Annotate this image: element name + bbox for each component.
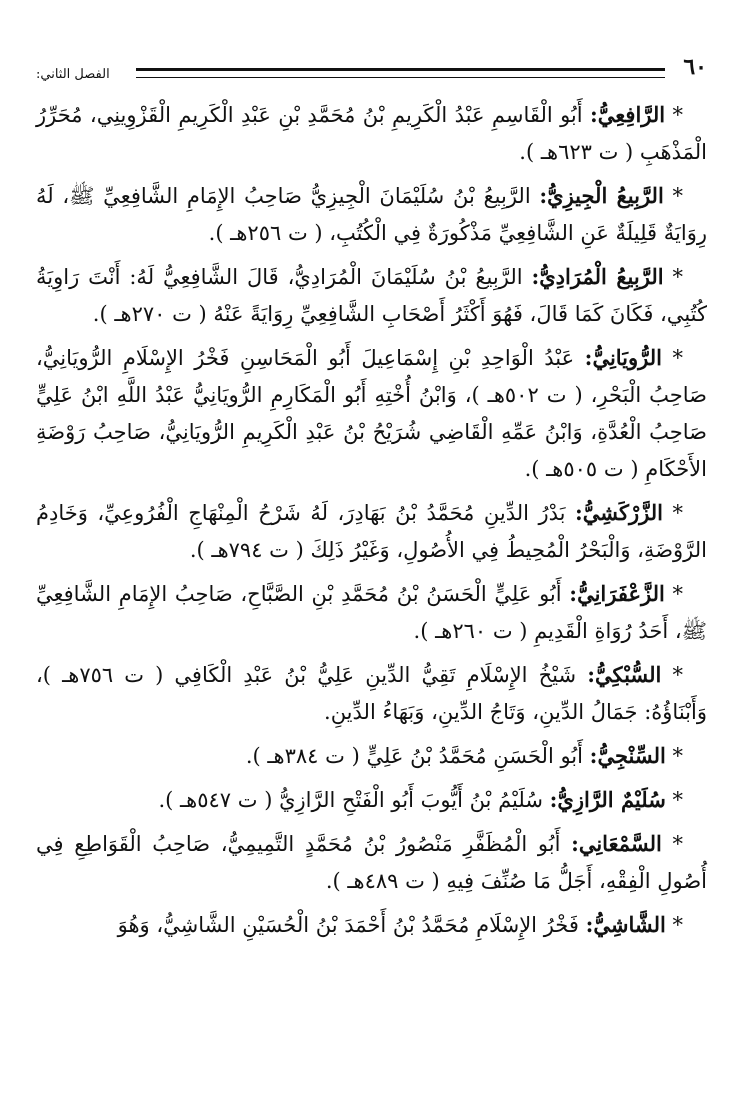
entry-sinji [36,737,707,775]
entry-separator: : [584,345,593,370]
entry-star: * [672,913,683,937]
entry-name: السَّمْعَانِي [578,831,662,856]
entry-text: أَبُو الْقَاسِمِ عَبْدُ الْكَرِيمِ بْنُ مُحَمَّدِ بْنِ عَبْدِ الْكَرِيمِ الْقَزْوِينِي، مُحَرِّرُ الْمَذْهَبِ ( ت ٦٢٣هـ ). [36,103,707,164]
entry-separator: : [571,831,579,856]
entry-separator: : [575,500,583,525]
entry-star: * [672,184,683,208]
entry-text: أَبُو الْحَسَنِ مُحَمَّدُ بْنُ عَلِيٍّ ( ت ٣٨٤هـ ). [245,744,583,768]
entry-text: سُلَيْمُ بْنُ أَيُّوبَ أَبُو الْفَتْحِ الرَّازِيُّ ( ت ٥٤٧هـ ). [158,788,543,812]
entry-separator: : [587,662,595,687]
page-body [36,96,707,950]
entry-star: * [672,663,683,687]
entry-name: السِّنْجِيُّ [597,743,666,768]
entry-separator: : [569,581,578,606]
section-title: الفصل الثاني: [36,67,110,82]
entry-rafii [36,96,707,171]
entry-star: * [672,103,683,127]
entry-separator: : [531,264,540,289]
entry-text: الرَّبِيعُ بْنُ سُلَيْمَانَ الْمُرَادِيُّ، قَالَ الشَّافِعِيُّ لَهُ: أَنْتَ رَاوِيَةُ كُتُبِي، فَكَانَ كَمَا قَالَ، فَهُوَ أَكْثَرُ أَصْحَابِ الشَّافِعِيِّ رِوَايَةً عَنْهُ ( ت ٢٧٠هـ ). [36,265,707,326]
entry-zafarani [36,575,707,650]
entry-text: عَبْدُ الْوَاحِدِ بْنِ إِسْمَاعِيلَ أَبُو الْمَحَاسِنِ فَخْرُ الإِسْلَامِ الرُّويَانِيُّ، صَاحِبُ الْبَحْرِ، ( ت ٥٠٢هـ )، وَابْنُ أُخْتِهِ أَبُو الْمَكَارِمِ الرُّويَانِيُّ عَبْدُ اللَّهِ ابْنُ عَلِيٍّ صَاحِبُ الْعُدَّةِ، وَابْنُ عَمِّهِ الْقَاضِي شُرَيْحُ بْنُ عَبْدِ الْكَرِيمِ الرُّويَانِيُّ، صَاحِبُ رَوْضَةِ الأَحْكَامِ ( ت ٥٠٥هـ ). [36,346,707,481]
page-number: ٦٠ [683,54,707,80]
entry-ruyani [36,339,707,488]
entry-text: الرَّبِيعُ بْنُ سُلَيْمَانَ الْجِيزِيُّ صَاحِبُ الإِمَامِ الشَّافِعِيِّ ﷺ، لَهُ رِوَايَةٌ قَلِيلَةٌ عَنِ الشَّافِعِيِّ مَذْكُورَةٌ فِي الْكُتُبِ، ( ت ٢٥٦هـ ). [36,184,707,245]
entry-rabi-jizi [36,177,707,252]
entry-name: السُّبْكِيُّ [594,662,662,687]
entry-star: * [672,346,683,370]
entry-separator: : [549,787,558,812]
header-rule [136,68,665,78]
entry-name: الزَّرْكَشِيُّ [582,500,663,525]
entry-star: * [672,265,683,289]
entry-separator: : [590,102,598,127]
entry-shashi [36,906,707,944]
entry-zarkashi [36,494,707,569]
entry-text: شَيْخُ الإِسْلَامِ تَقِيُّ الدِّينِ عَلِيُّ بْنُ عَبْدِ الْكَافِي ( ت ٧٥٦هـ )، وَأَبْنَاؤُهُ: جَمَالُ الدِّينِ، وَتَاجُ الدِّينِ، وَبَهَاءُ الدِّينِ. [36,663,707,724]
entry-rabi-muradi [36,258,707,333]
entry-name: الرَّبِيعُ الْمُرَادِيُّ [539,264,664,289]
entry-text: أَبُو عَلِيٍّ الْحَسَنُ بْنُ مُحَمَّدِ بْنِ الصَّبَّاحِ، صَاحِبُ الإِمَامِ الشَّافِعِيِّ ﷺ، أَحَدُ رُوَاةِ الْقَدِيمِ ( ت ٢٦٠هـ ). [36,582,707,643]
entry-star: * [672,832,683,856]
entry-star: * [672,788,683,812]
entry-star: * [672,501,683,525]
entry-text: أَبُو الْمُظَفَّرِ مَنْصُورُ بْنُ مُحَمَّدٍ التَّمِيمِيُّ، صَاحِبُ الْقَوَاطِعِ فِي أُصُولِ الْفِقْهِ، أَجَلُّ مَا صُنِّفَ فِيهِ ( ت ٤٨٩هـ ). [36,832,707,893]
entry-name: سُلَيْمٌ الرَّازِيُّ [557,787,666,812]
entry-separator: : [539,183,548,208]
page-header [36,54,707,88]
entry-name: الشَّاشِيُّ [593,912,666,937]
entry-text: بَدْرُ الدِّينِ مُحَمَّدُ بْنُ بَهَادِرَ، لَهُ شَرْحُ الْمِنْهَاجِ الْفُرُوعِيِّ، وَخَادِمُ الرَّوْضَةِ، وَالْبَحْرُ الْمُحِيطُ فِي الأُصُولِ، وَغَيْرُ ذَلِكَ ( ت ٧٩٤هـ ). [36,501,707,562]
entry-sulaym-razi [36,781,707,819]
entry-separator: : [585,912,594,937]
entry-name: الرَّبِيعُ الْجِيزِيُّ [547,183,664,208]
entry-separator: : [589,743,598,768]
entry-samani [36,825,707,900]
entry-star: * [672,582,683,606]
entry-star: * [672,744,683,768]
entry-name: الرَّافِعِيُّ [597,102,666,127]
entry-subki [36,656,707,731]
entry-text: فَخْرُ الإِسْلَامِ مُحَمَّدُ بْنُ أَحْمَدَ بْنُ الْحُسَيْنِ الشَّاشِيُّ، وَهُوَ [117,913,579,937]
entry-name: الزَّعْفَرَانِيُّ [577,581,665,606]
entry-name: الرُّويَانِيُّ [592,345,662,370]
